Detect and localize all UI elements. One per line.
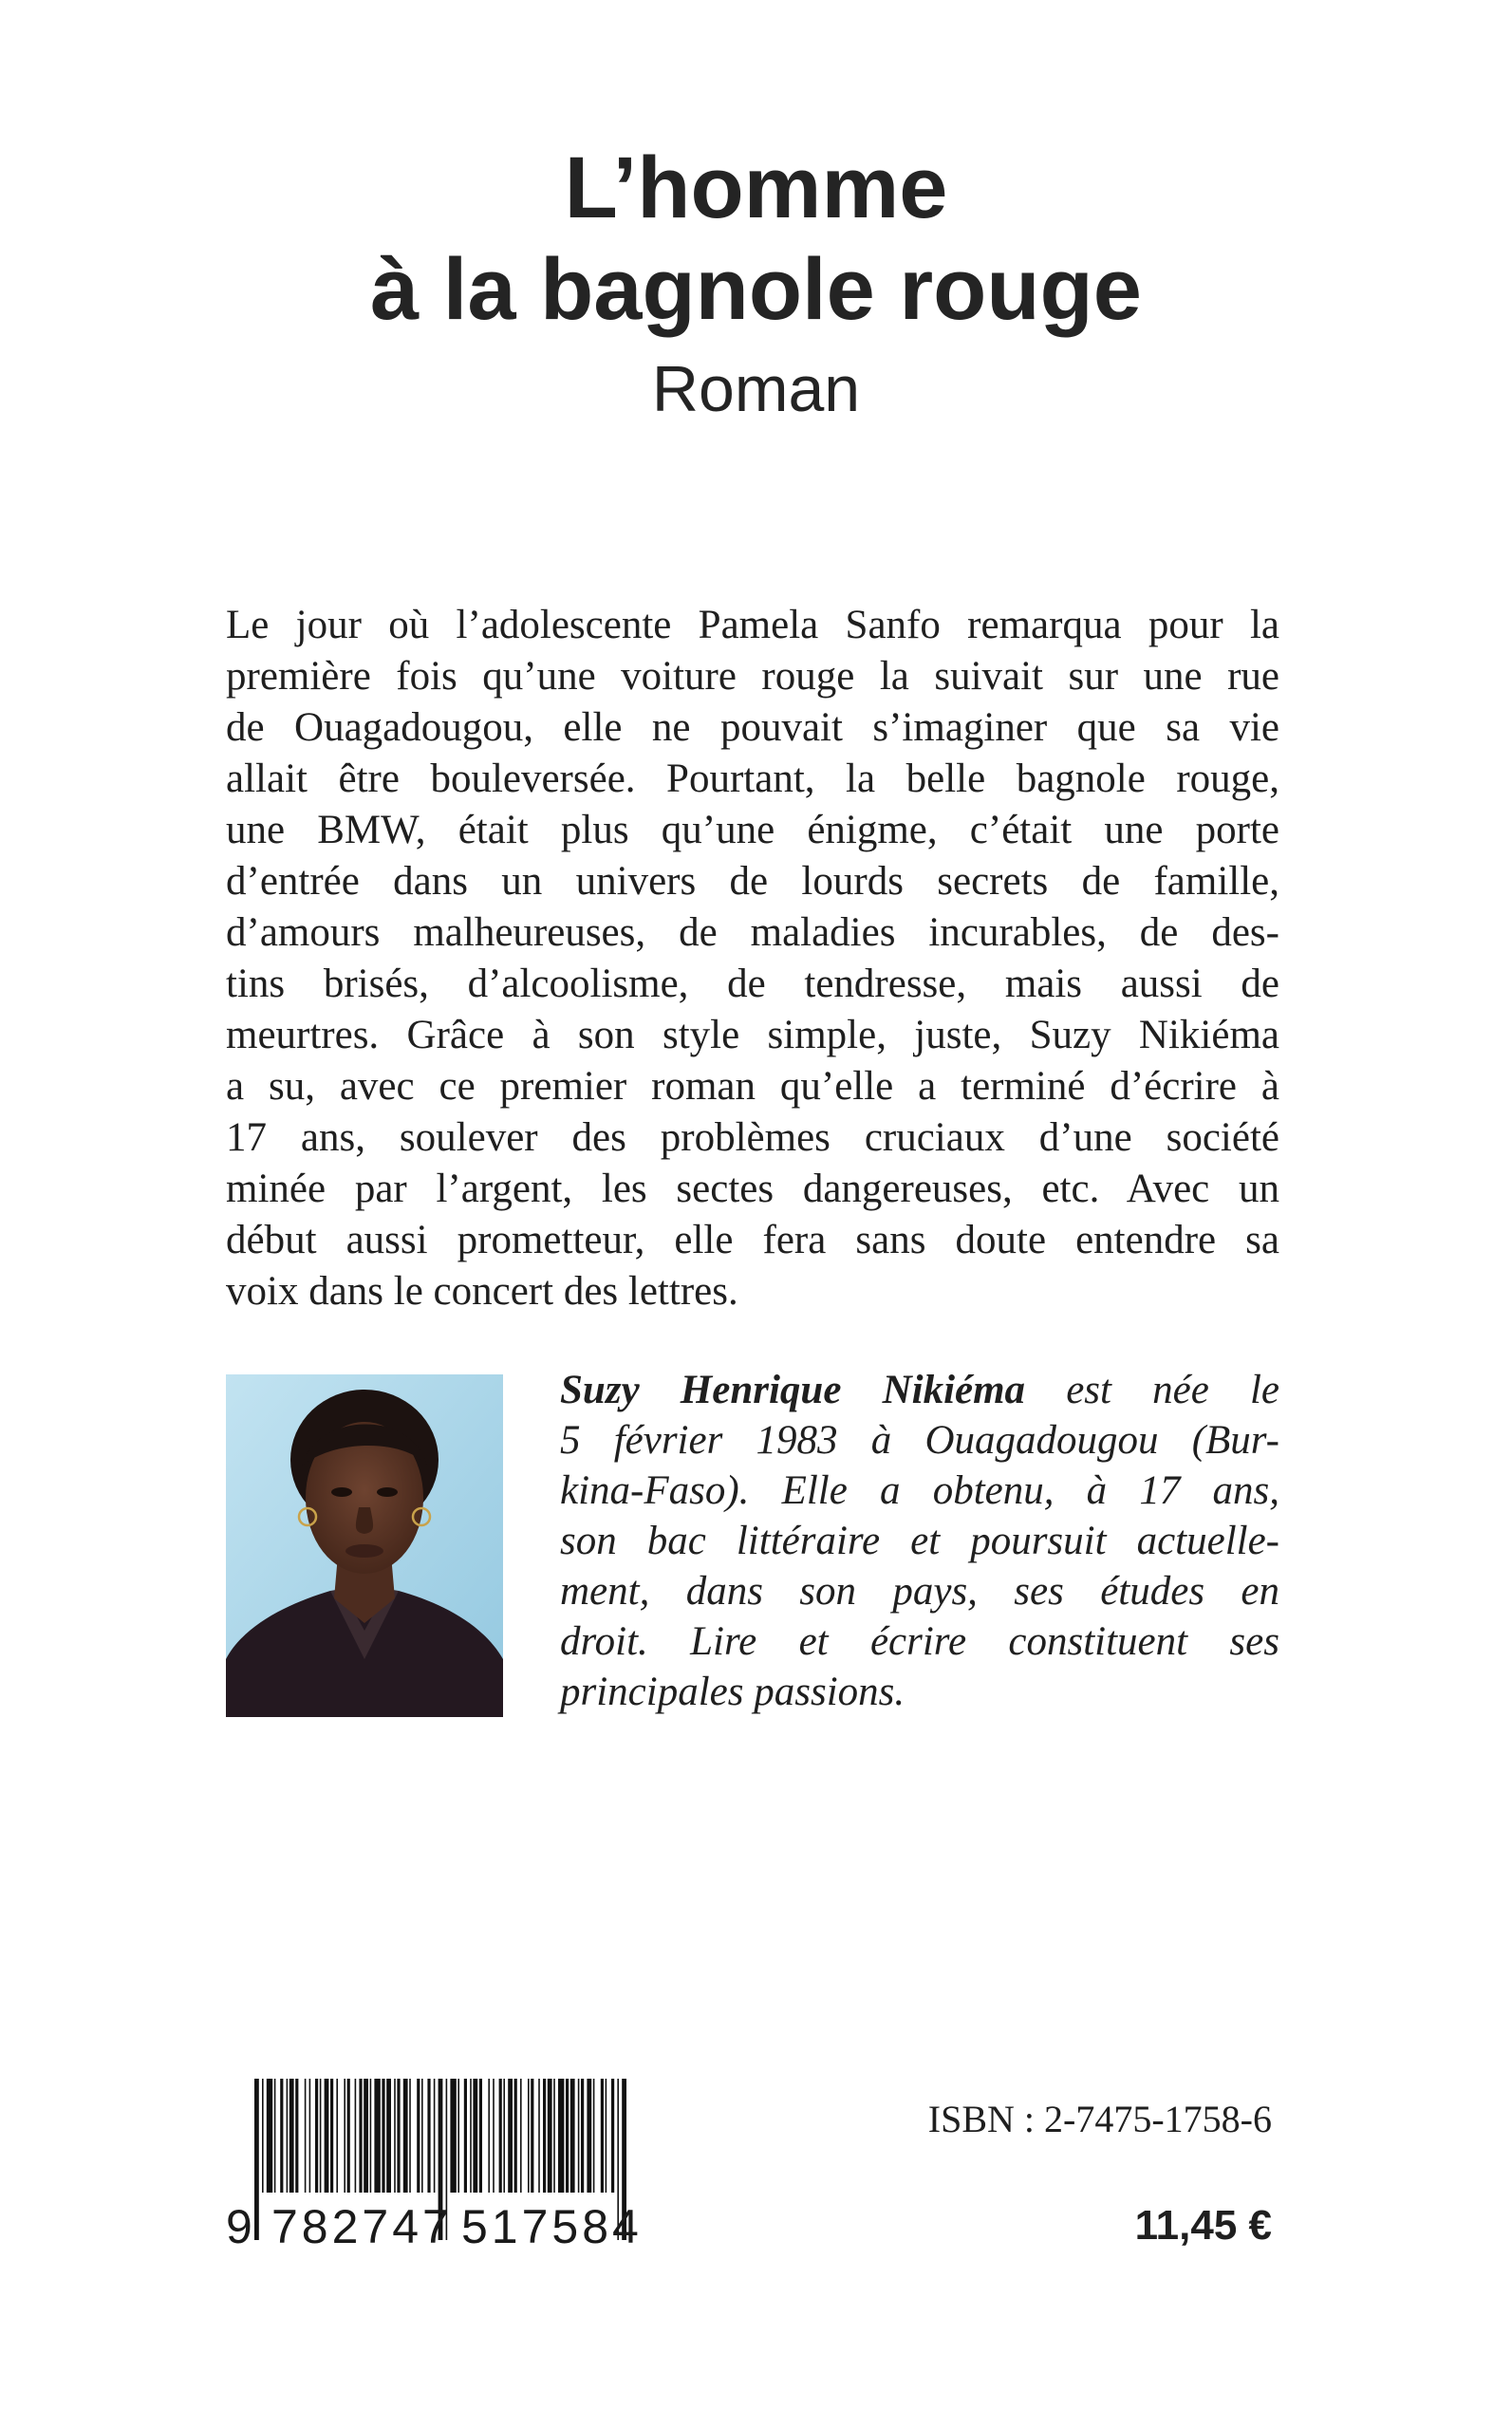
blurb-line: voix dans le concert des lettres. — [226, 1269, 738, 1314]
barcode-bar — [315, 2079, 318, 2193]
blurb-line: minée par l’argent, les sectes dangereuses, etc. Avec un — [226, 1167, 1279, 1211]
barcode-bar — [593, 2079, 595, 2193]
book-title-line-1: L’homme — [564, 140, 948, 236]
author-name: Suzy Henrique Nikiéma — [560, 1368, 1026, 1412]
blurb-line: d’entrée dans un univers de lourds secrets de famille, — [226, 859, 1279, 904]
blurb-line: a su, avec ce premier roman qu’elle a terminé d’écrire à — [226, 1064, 1279, 1109]
book-blurb — [226, 600, 1279, 1317]
barcode-bar — [508, 2079, 513, 2193]
barcode-bar — [320, 2079, 322, 2193]
blurb-line: tins brisés, d’alcoolisme, de tendresse, mais aussi de — [226, 962, 1279, 1006]
bio-line: principales passions. — [560, 1670, 905, 1714]
book-price: 11,45 € — [1134, 2202, 1272, 2249]
barcode-bar — [394, 2079, 396, 2193]
bio-line: son bac littéraire et poursuit actuelle- — [560, 1519, 1279, 1563]
blurb-line: allait être bouleversée. Pourtant, la belle bagnole rouge, — [226, 756, 1279, 801]
isbn-number: ISBN : 2-7475-1758-6 — [927, 2098, 1272, 2140]
barcode-digit-prefix: 9 — [226, 2200, 252, 2253]
bio-line: droit. Lire et écrire constituent ses — [560, 1619, 1279, 1664]
barcode-bar — [514, 2079, 517, 2193]
bio-line: ment, dans son pays, ses études en — [560, 1569, 1279, 1614]
barcode-bar — [450, 2079, 456, 2193]
barcode-bar — [403, 2079, 408, 2193]
barcode-bar — [355, 2079, 357, 2193]
barcode-bar — [553, 2079, 555, 2193]
barcode-bar — [464, 2079, 467, 2193]
barcode-bar — [499, 2079, 502, 2193]
barcode-bar — [570, 2079, 575, 2193]
blurb-line: de Ouagadougou, elle ne pouvait s’imaginer que sa vie — [226, 705, 1279, 750]
author-bio — [560, 1365, 1279, 1717]
barcode-bar — [374, 2079, 380, 2193]
barcode-bar — [581, 2079, 584, 2193]
barcode-bar — [330, 2079, 333, 2193]
barcode-bar — [470, 2079, 472, 2193]
barcode-bar — [409, 2079, 411, 2193]
bio-line: 5 février 1983 à Ouagadougou (Bur- — [560, 1418, 1279, 1463]
barcode-bar — [280, 2079, 283, 2193]
barcode-bar — [493, 2079, 495, 2193]
barcode-bar — [606, 2079, 607, 2193]
bio-line — [560, 1365, 1279, 1415]
barcode-bar — [309, 2079, 311, 2193]
barcode-bar — [386, 2079, 391, 2193]
barcode-bar — [305, 2079, 307, 2193]
barcode-bar — [274, 2079, 276, 2193]
blurb-line: Le jour où l’adolescente Pamela Sanfo remarqua pour la — [226, 603, 1279, 647]
barcode-bar — [344, 2079, 345, 2193]
book-genre: Roman — [651, 353, 861, 425]
barcode-bar — [457, 2079, 459, 2193]
blurb-line: meurtres. Grâce à son style simple, juste, Suzy Nikiéma — [226, 1013, 1279, 1057]
barcode-bar — [421, 2079, 423, 2193]
barcode-bar — [434, 2079, 436, 2193]
barcode-bar — [359, 2079, 362, 2193]
barcode-bar — [347, 2079, 350, 2193]
barcode-bar — [479, 2079, 482, 2193]
barcode-bar — [528, 2079, 530, 2193]
blurb-line: une BMW, était plus qu’une énigme, c’était une porte — [226, 808, 1279, 852]
barcode-bar — [325, 2079, 329, 2193]
barcode-digit-group-right: 517584 — [461, 2200, 643, 2253]
barcode-bar — [262, 2079, 264, 2193]
barcode-bar — [578, 2079, 580, 2193]
barcode-bar — [611, 2079, 614, 2193]
bio-line: kina-Faso). Elle a obtenu, à 17 ans, — [560, 1468, 1279, 1513]
barcode-bar — [520, 2079, 522, 2193]
barcode-bar — [289, 2079, 294, 2193]
blurb-line: début aussi prometteur, elle fera sans doute entendre sa — [226, 1218, 1279, 1262]
barcode-bar — [267, 2079, 272, 2193]
barcode-bar — [295, 2079, 298, 2193]
blurb-line: première fois qu’une voiture rouge la suivait sur une rue — [226, 654, 1279, 699]
blurb-line: 17 ans, soulever des problèmes cruciaux d’une société — [226, 1115, 1279, 1160]
barcode-bar — [531, 2079, 533, 2193]
barcode-digit-group-left: 782747 — [271, 2200, 453, 2253]
barcode-bar — [427, 2079, 430, 2193]
barcode-bar — [558, 2079, 564, 2193]
barcode-bar — [543, 2079, 546, 2193]
barcode-bar — [370, 2079, 372, 2193]
barcode-bar — [488, 2079, 490, 2193]
barcode-bar — [587, 2079, 591, 2193]
barcode-bar — [417, 2079, 420, 2193]
barcode-bar — [364, 2079, 368, 2193]
barcode-bar — [336, 2079, 338, 2193]
barcode-bar — [566, 2079, 569, 2193]
barcode-bar — [287, 2079, 289, 2193]
barcode-bar — [548, 2079, 552, 2193]
book-title-line-2: à la bagnole rouge — [370, 241, 1142, 338]
blurb-line: d’amours malheureuses, de maladies incurables, de des- — [226, 910, 1279, 955]
barcode-bar — [538, 2079, 540, 2193]
author-photo — [226, 1374, 503, 1717]
barcode-bar — [601, 2079, 604, 2193]
bio-line-1-rest: est née le — [1025, 1368, 1279, 1412]
barcode-bar — [503, 2079, 505, 2193]
barcode-bar — [473, 2079, 477, 2193]
barcode-bar — [254, 2079, 259, 2240]
barcode-bar — [397, 2079, 400, 2193]
barcode-bar — [382, 2079, 384, 2193]
